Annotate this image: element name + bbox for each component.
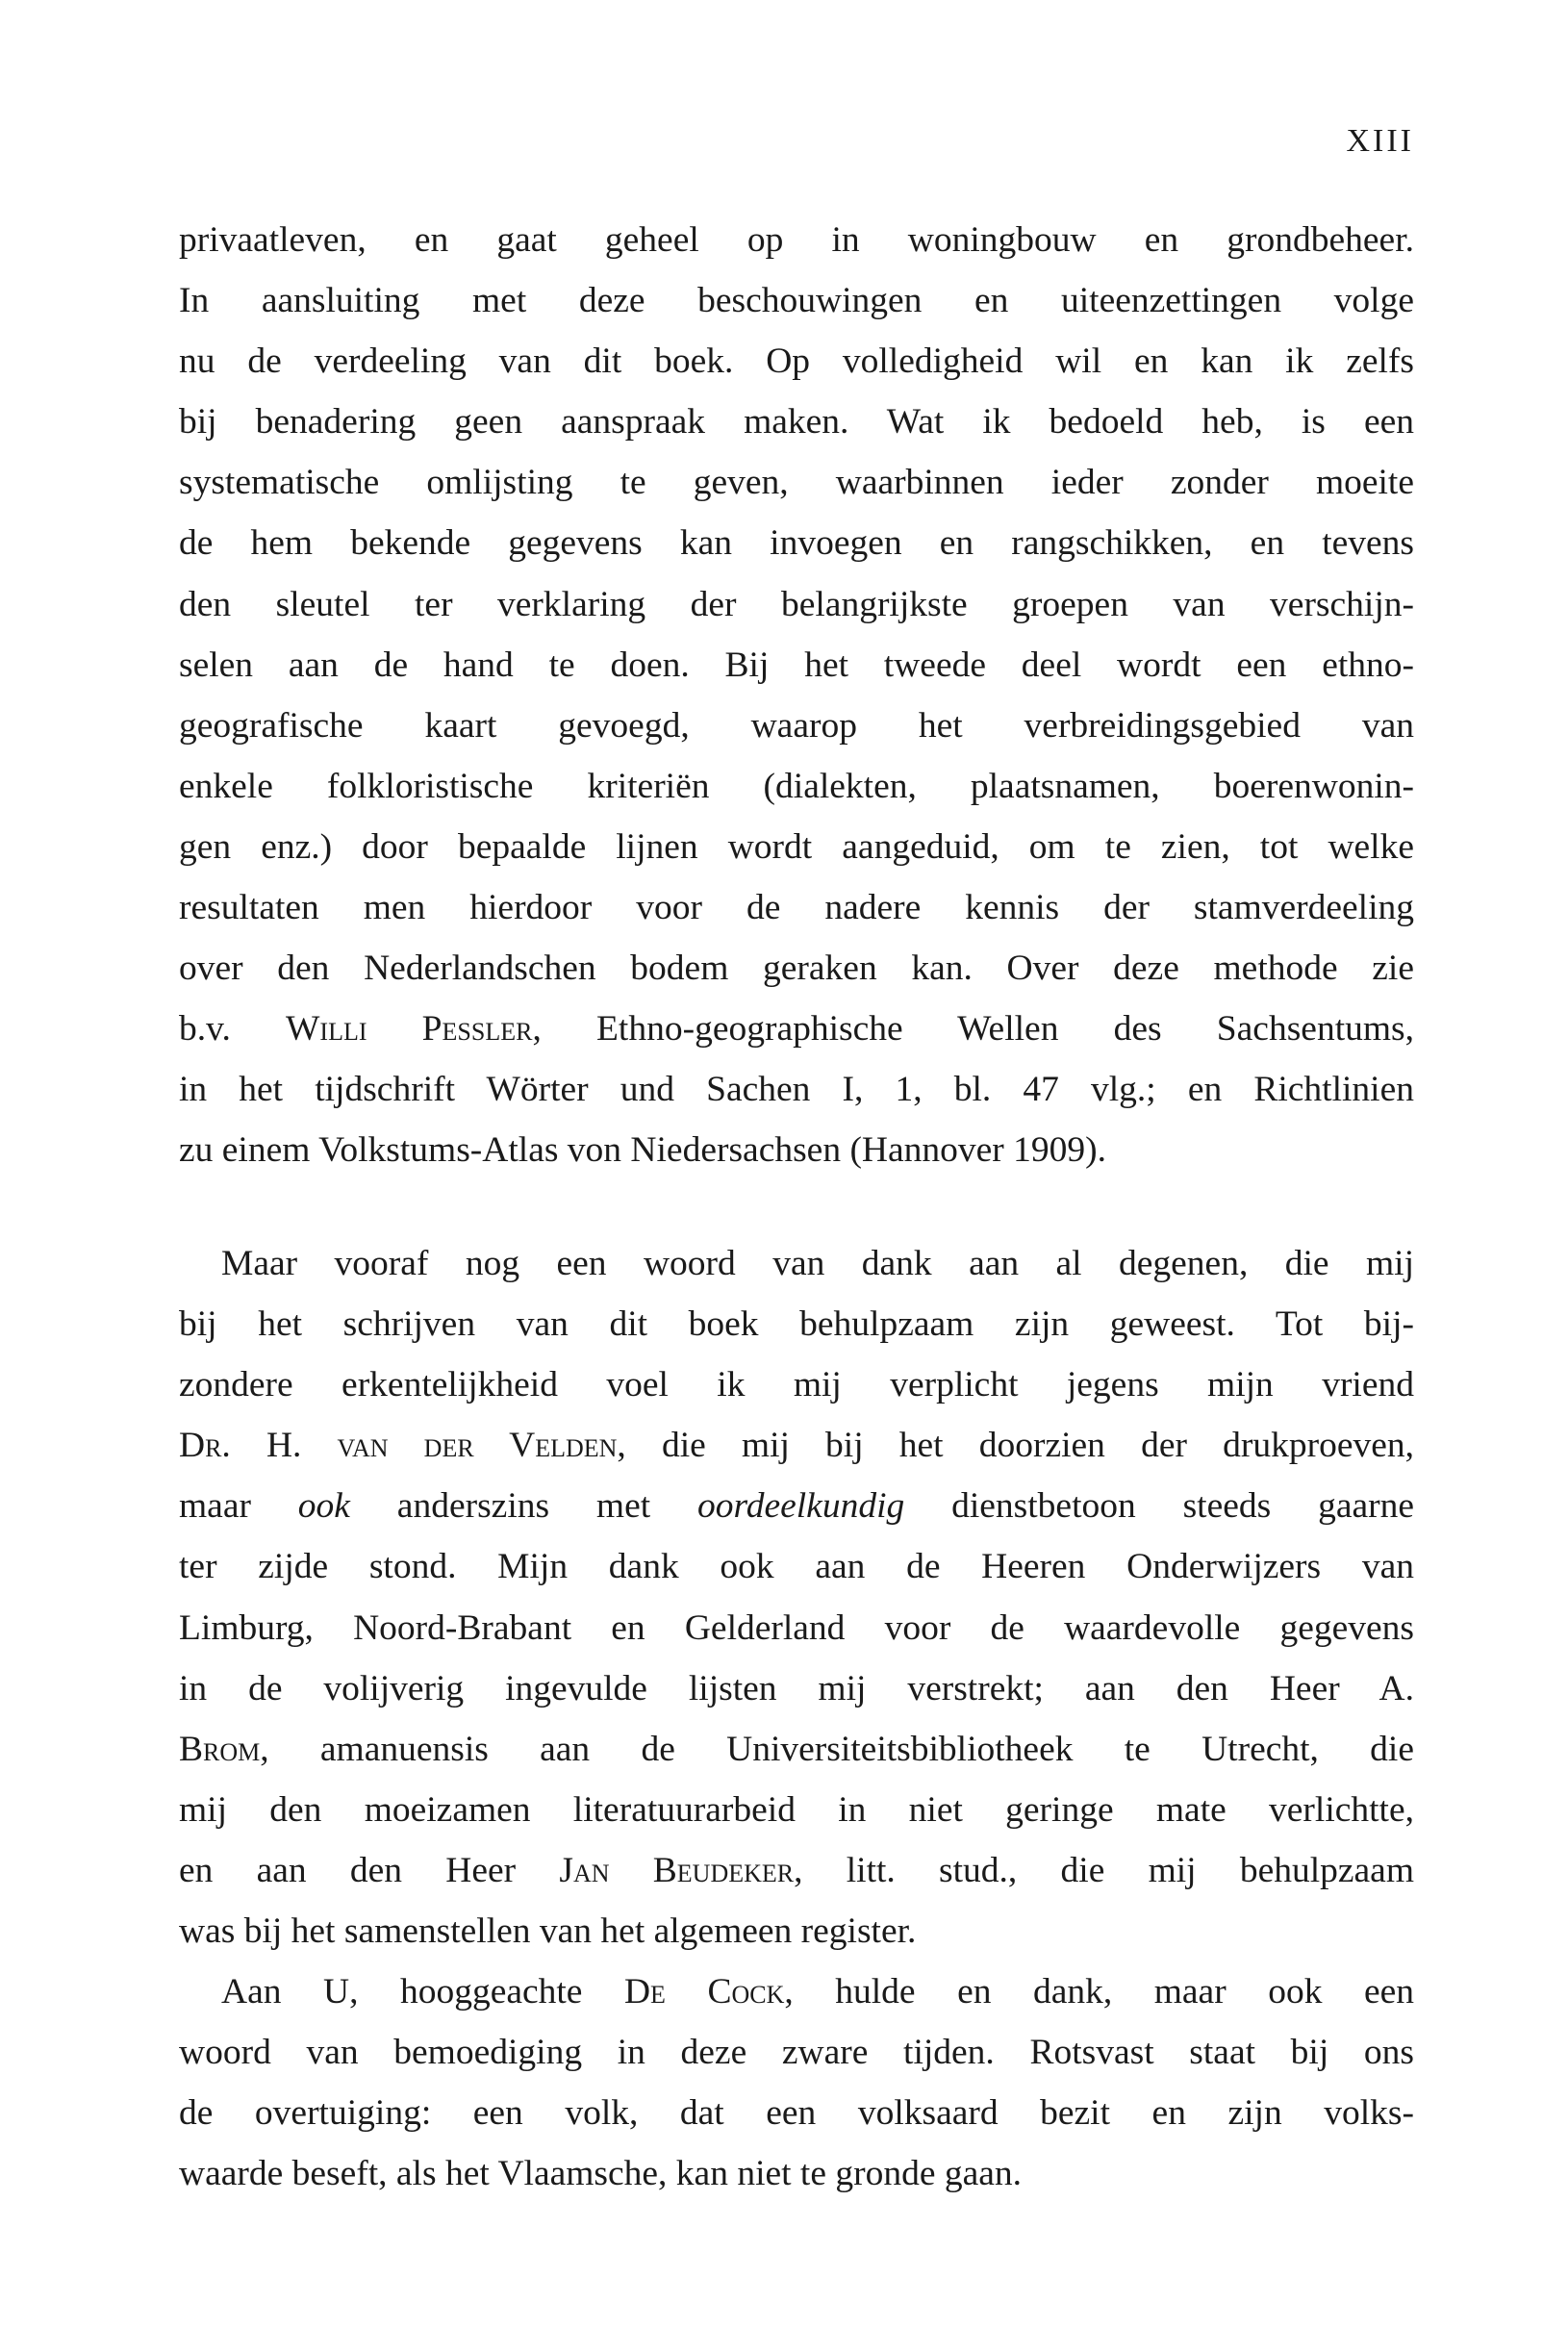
page-number: XIII bbox=[1346, 123, 1414, 159]
text-fragment: en aan den Heer bbox=[179, 1850, 560, 1890]
text-line: gen enz.) door bepaalde lijnen wordt aangeduid, om te zien, tot welke bbox=[179, 826, 1414, 867]
text-line bbox=[179, 1719, 1414, 1780]
paragraph-acknowledgements bbox=[179, 1233, 1414, 2205]
text-line: ter zijde stond. Mijn dank ook aan de Heeren Onderwijzers van bbox=[179, 1547, 1414, 1587]
text-line: was bij het samenstellen van het algemeen register. bbox=[179, 1911, 917, 1952]
text-line: zu einem Volkstums-Atlas von Niedersachsen (Hannover 1909). bbox=[179, 1130, 1107, 1171]
text-line: over den Nederlandschen bodem geraken kan. Over deze methode zie bbox=[179, 949, 1414, 989]
text-line bbox=[179, 1415, 1414, 1476]
text-line: privaatleven, en gaat geheel op in woningbouw en grondbeheer. bbox=[179, 220, 1414, 260]
text-fragment: anderszins met bbox=[349, 1486, 698, 1527]
text-fragment: , hulde en dank, maar ook een bbox=[784, 1972, 1415, 2012]
text-fragment: Aan U, hooggeachte bbox=[221, 1972, 624, 2012]
text-line: selen aan de hand te doen. Bij het tweede deel wordt een ethno- bbox=[179, 645, 1414, 685]
text-fragment: , litt. stud., die mij behulpzaam bbox=[794, 1850, 1414, 1890]
text-line: bij het schrijven van dit boek behulpzaam zijn geweest. Tot bij- bbox=[179, 1304, 1414, 1345]
text-line: Maar vooraf nog een woord van dank aan al degenen, die mij bbox=[221, 1244, 1414, 1283]
text-line: enkele folkloristische kriteriën (dialekten, plaatsnamen, boerenwonin- bbox=[179, 766, 1414, 806]
text-fragment: , Ethno-geographische Wellen des Sachsentums, bbox=[532, 1009, 1414, 1050]
text-line: de hem bekende gegevens kan invoegen en rangschikken, en tevens bbox=[179, 523, 1414, 564]
person-name: Jan Beudeker bbox=[559, 1850, 795, 1890]
text-fragment: , amanuensis aan de Universiteitsbibliotheek te Utrecht, die bbox=[260, 1729, 1414, 1769]
text-line: nu de verdeeling van dit boek. Op volledigheid wil en kan ik zelfs bbox=[179, 342, 1414, 382]
text-fragment: maar bbox=[179, 1486, 298, 1527]
text-line: waarde beseft, als het Vlaamsche, kan niet te gronde gaan. bbox=[179, 2154, 1023, 2194]
text-line: in de volijverig ingevulde lijsten mij verstrekt; aan den Heer A. bbox=[179, 1668, 1414, 1708]
text-line: geografische kaart gevoegd, waarop het verbreidingsgebied van bbox=[179, 705, 1414, 746]
text-line bbox=[179, 1961, 1414, 2022]
text-line bbox=[179, 1840, 1414, 1901]
paragraph-verdeeling bbox=[179, 210, 1414, 1181]
text-line: Limburg, Noord-Brabant en Gelderland voor de waardevolle gegevens bbox=[179, 1607, 1414, 1648]
text-line: bij benadering geen aanspraak maken. Wat ik bedoeld heb, is een bbox=[179, 402, 1414, 443]
text-line: resultaten men hierdoor voor de nadere kennis der stamverdeeling bbox=[179, 888, 1414, 928]
text-line: de overtuiging: een volk, dat een volksaard bezit en zijn volks- bbox=[179, 2093, 1414, 2134]
person-name: Dr. H. van der Velden bbox=[179, 1426, 618, 1466]
author-name: Willi Pessler bbox=[286, 1009, 533, 1050]
text-line: zondere erkentelijkheid voel ik mij verplicht jegens mijn vriend bbox=[179, 1365, 1414, 1405]
text-line: In aansluiting met deze beschouwingen en uiteenzettingen volge bbox=[179, 281, 1414, 321]
text-fragment: b.v. bbox=[179, 1009, 287, 1050]
text-line: den sleutel ter verklaring der belangrijkste groepen van verschijn- bbox=[179, 584, 1414, 624]
emphasis: oordeelkundig bbox=[697, 1486, 905, 1527]
text-fragment: , die mij bij het doorzien der drukproeven, bbox=[617, 1426, 1414, 1466]
text-line bbox=[179, 1476, 1414, 1536]
text-fragment: dienstbetoon steeds gaarne bbox=[904, 1486, 1414, 1527]
person-name: De Cock bbox=[623, 1972, 785, 2012]
text-line: systematische omlijsting te geven, waarbinnen ieder zonder moeite bbox=[179, 463, 1414, 503]
text-line: woord van bemoediging in deze zware tijden. Rotsvast staat bij ons bbox=[179, 2033, 1414, 2073]
emphasis: ook bbox=[297, 1486, 350, 1527]
text-line: in het tijdschrift Wörter und Sachen I, 1, bl. 47 vlg.; en Richtlinien bbox=[179, 1070, 1414, 1110]
text-line bbox=[179, 999, 1414, 1059]
text-line: mij den moeizamen literatuurarbeid in niet geringe mate verlichtte, bbox=[179, 1789, 1414, 1830]
person-name: Brom bbox=[179, 1729, 261, 1769]
